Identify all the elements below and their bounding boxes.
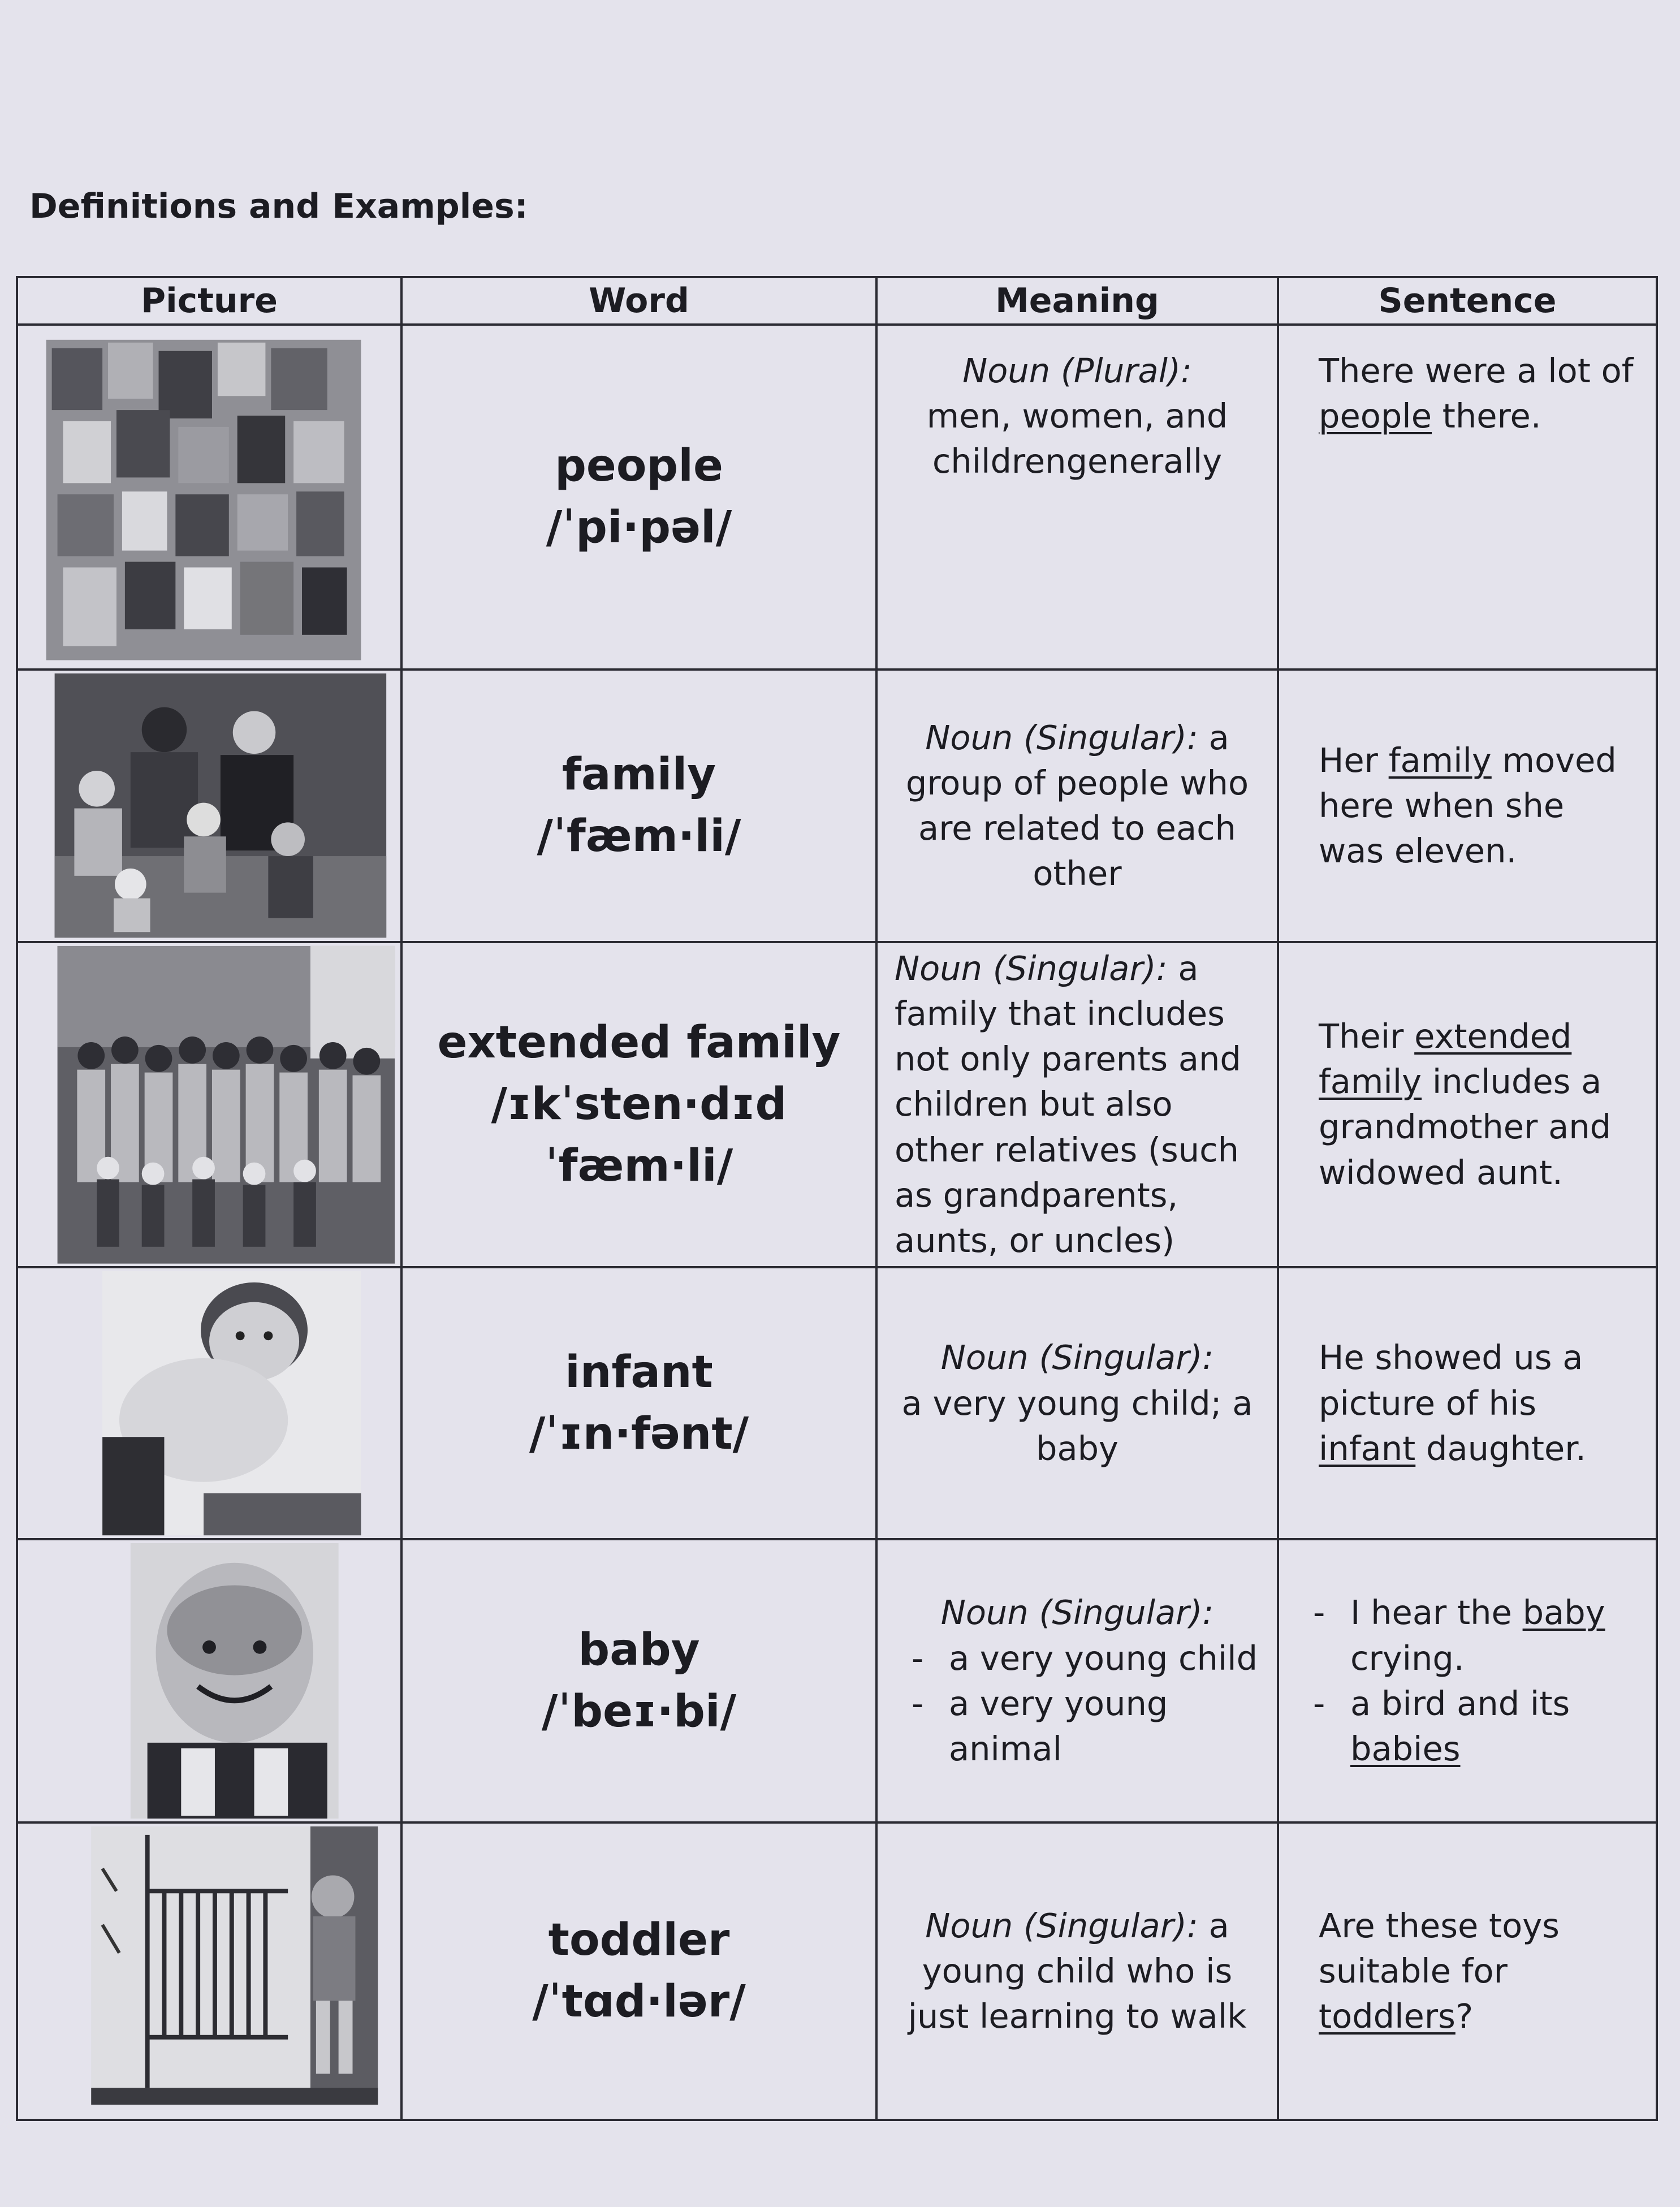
- family-photo: [18, 671, 400, 940]
- sentence-text: there.: [1432, 396, 1541, 436]
- sentence-keyword: toddlers: [1319, 1997, 1456, 2036]
- sentence-text: Their: [1319, 1016, 1415, 1056]
- definition-item: - a very young child: [895, 1636, 1260, 1681]
- sentence-text: moved here when she was eleven.: [1319, 740, 1617, 871]
- pronunciation: /ˈfæm·li/: [537, 810, 741, 862]
- table-row: [17, 1822, 1657, 2120]
- sentence-text: He showed us a picture of his: [1319, 1338, 1583, 1423]
- definition-list: [895, 1636, 1260, 1772]
- table-row: [17, 1267, 1657, 1539]
- definition-text: a young child who is just learning to walk: [908, 1906, 1247, 2036]
- table-row: [17, 325, 1657, 670]
- meaning-cell: [876, 1822, 1278, 2120]
- word-cell: [401, 325, 876, 670]
- people-collage-photo: [18, 326, 400, 668]
- sentence-cell: [1278, 1822, 1657, 2120]
- vocabulary-word: toddler: [548, 1915, 730, 1966]
- infant-photo: [18, 1268, 400, 1538]
- vocabulary-table: [16, 276, 1658, 2121]
- sentence-cell: [1278, 1267, 1657, 1539]
- column-header-meaning: Meaning: [876, 277, 1278, 325]
- column-header-word: Word: [401, 277, 876, 325]
- sentence-cell: [1278, 670, 1657, 941]
- sentence-text: ?: [1455, 1997, 1474, 2036]
- column-header-picture: Picture: [17, 277, 401, 325]
- picture-cell: [17, 1539, 401, 1822]
- part-of-speech: Noun (Singular):: [940, 1338, 1214, 1377]
- vocabulary-word: extended family: [437, 1017, 841, 1068]
- extended-family-photo: [18, 943, 400, 1267]
- definition-text: a group of people who are related to each other: [905, 718, 1249, 893]
- sentence-cell: [1278, 942, 1657, 1268]
- sentence-text: Are these toys suitable for: [1319, 1906, 1560, 1991]
- column-header-sentence: Sentence: [1278, 277, 1657, 325]
- meaning-cell: [876, 325, 1278, 670]
- part-of-speech: Noun (Singular):: [925, 718, 1198, 757]
- sentence-cell: [1278, 1539, 1657, 1822]
- word-cell: [401, 1822, 876, 2120]
- sentence-text: includes a grandmother and widowed aunt.: [1319, 1062, 1612, 1192]
- sentence-cell: [1278, 325, 1657, 670]
- picture-cell: [17, 1267, 401, 1539]
- table-row: [17, 1539, 1657, 1822]
- sentence-item: [1296, 1590, 1639, 1681]
- vocabulary-word: family: [562, 749, 716, 800]
- meaning-cell: [876, 1539, 1278, 1822]
- sentence-keyword: people: [1319, 396, 1432, 436]
- part-of-speech: Noun (Singular):: [925, 1906, 1198, 1945]
- table-row: [17, 670, 1657, 941]
- sentence-text: daughter.: [1415, 1428, 1586, 1468]
- baby-photo: [18, 1540, 400, 1821]
- sentence-keyword: family: [1388, 740, 1492, 780]
- pronunciation: /ˈtɑd·lər/: [532, 1976, 746, 2028]
- sentence-text: crying.: [1350, 1638, 1465, 1678]
- word-cell: [401, 1539, 876, 1822]
- sentence-list: [1296, 1590, 1639, 1772]
- sentence-text: There were a lot of: [1319, 351, 1634, 390]
- vocabulary-word: infant: [565, 1346, 713, 1398]
- part-of-speech: Noun (Singular):: [895, 948, 1168, 988]
- vocabulary-word: baby: [578, 1624, 700, 1675]
- sentence-text: I hear the: [1350, 1593, 1523, 1632]
- picture-cell: [17, 670, 401, 941]
- word-cell: [401, 1267, 876, 1539]
- sentence-text: a bird and its: [1350, 1683, 1570, 1723]
- picture-cell: [17, 325, 401, 670]
- definition-text: men, women, and childrengenerally: [926, 396, 1228, 481]
- part-of-speech: Noun (Plural):: [962, 351, 1192, 390]
- page-title: Definitions and Examples:: [29, 187, 528, 226]
- vocabulary-word: people: [555, 440, 723, 492]
- meaning-cell: [876, 942, 1278, 1268]
- sentence-text: Her: [1319, 740, 1389, 780]
- meaning-cell: [876, 670, 1278, 941]
- picture-cell: [17, 1822, 401, 2120]
- pronunciation: /ˈbeɪ·bi/: [541, 1686, 737, 1737]
- header-row: [17, 277, 1657, 325]
- definition-item: - a very young animal: [895, 1681, 1260, 1772]
- sentence-keyword: baby: [1522, 1593, 1605, 1632]
- pronunciation: /ˈɪn·fənt/: [529, 1408, 749, 1459]
- sentence-keyword: infant: [1319, 1428, 1416, 1468]
- part-of-speech: Noun (Singular):: [940, 1593, 1214, 1632]
- pronunciation: /ɪkˈsten·dɪd ˈfæm·li/: [491, 1078, 787, 1191]
- word-cell: [401, 670, 876, 941]
- definition-text: a very young child; a baby: [901, 1383, 1253, 1468]
- picture-cell: [17, 942, 401, 1268]
- definition-text: a family that includes not only parents and children but also other relatives (such as grandparents, aunts, or uncles): [895, 948, 1241, 1260]
- sentence-keyword: babies: [1350, 1729, 1461, 1769]
- sentence-item: [1296, 1681, 1639, 1772]
- pronunciation: /ˈpi·pəl/: [546, 502, 732, 554]
- sentence-keyword: extended family: [1319, 1016, 1572, 1102]
- table-row: [17, 942, 1657, 1268]
- toddler-photo: [18, 1824, 400, 2119]
- meaning-cell: [876, 1267, 1278, 1539]
- word-cell: [401, 942, 876, 1268]
